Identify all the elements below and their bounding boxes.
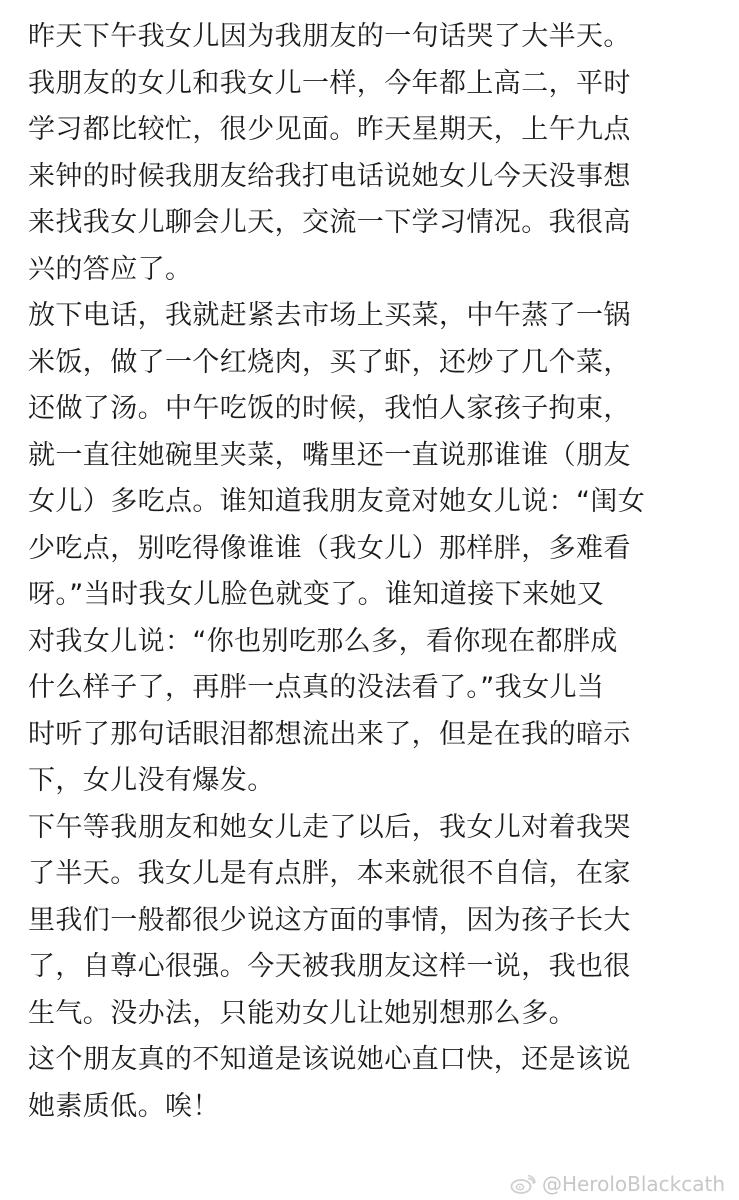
text-line-19: 了半天。我女儿是有点胖，本来就很不自信，在家 [28, 858, 631, 889]
text-line-15: 什么样子了，再胖一点真的没法看了。”我女儿当 [28, 672, 605, 703]
text-line-14: 对我女儿说：“你也别吃那么多，看你现在都胖成 [28, 625, 618, 657]
text-line-21: 了，自尊心很强。今天被我朋友这样一说，我也很 [28, 951, 631, 982]
weibo-logo-icon [510, 1174, 536, 1194]
text-line-20: 里我们一般都很少说这方面的事情，因为孩子长大 [28, 904, 631, 936]
text-line-16: 时听了那句话眼泪都想流出来了，但是在我的暗示 [28, 718, 631, 750]
text-line-11: 女儿）多吃点。谁知道我朋友竟对她女儿说：“闺女 [28, 486, 646, 517]
watermark-text: @HeroloBlackcath [541, 1172, 725, 1196]
text-line-1: 昨天下午我女儿因为我朋友的一句话哭了大半天。 [28, 21, 631, 52]
text-line-22: 生气。没办法，只能劝女儿让她别想那么多。 [28, 997, 576, 1029]
text-line-10: 就一直往她碗里夹菜，嘴里还一直说那谁谁（朋友 [28, 439, 631, 471]
text-line-24: 她素质低。唉！ [28, 1090, 220, 1122]
weibo-watermark [510, 1172, 725, 1196]
text-line-8: 米饭，做了一个红烧肉，买了虾，还炒了几个菜， [28, 346, 631, 378]
text-line-23: 这个朋友真的不知道是该说她心直口快，还是该说 [28, 1044, 631, 1075]
text-line-13: 呀。”当时我女儿脸色就变了。谁知道接下来她又 [28, 579, 605, 610]
text-line-5: 来找我女儿聊会儿天，交流一下学习情况。我很高 [28, 207, 631, 238]
text-line-17: 下，女儿没有爆发。 [28, 765, 275, 796]
text-line-12: 少吃点，别吃得像谁谁（我女儿）那样胖，多难看 [28, 532, 631, 564]
text-line-6: 兴的答应了。 [28, 253, 193, 285]
article-body [28, 14, 718, 1130]
text-line-7: 放下电话，我就赶紧去市场上买菜，中午蒸了一锅 [28, 300, 631, 331]
text-line-2: 我朋友的女儿和我女儿一样，今年都上高二，平时 [28, 67, 631, 99]
text-line-9: 还做了汤。中午吃饭的时候，我怕人家孩子拘束， [28, 393, 631, 424]
text-line-18: 下午等我朋友和她女儿走了以后，我女儿对着我哭 [28, 811, 631, 843]
text-line-4: 来钟的时候我朋友给我打电话说她女儿今天没事想 [28, 160, 631, 192]
text-line-3: 学习都比较忙，很少见面。昨天星期天，上午九点 [28, 114, 631, 145]
